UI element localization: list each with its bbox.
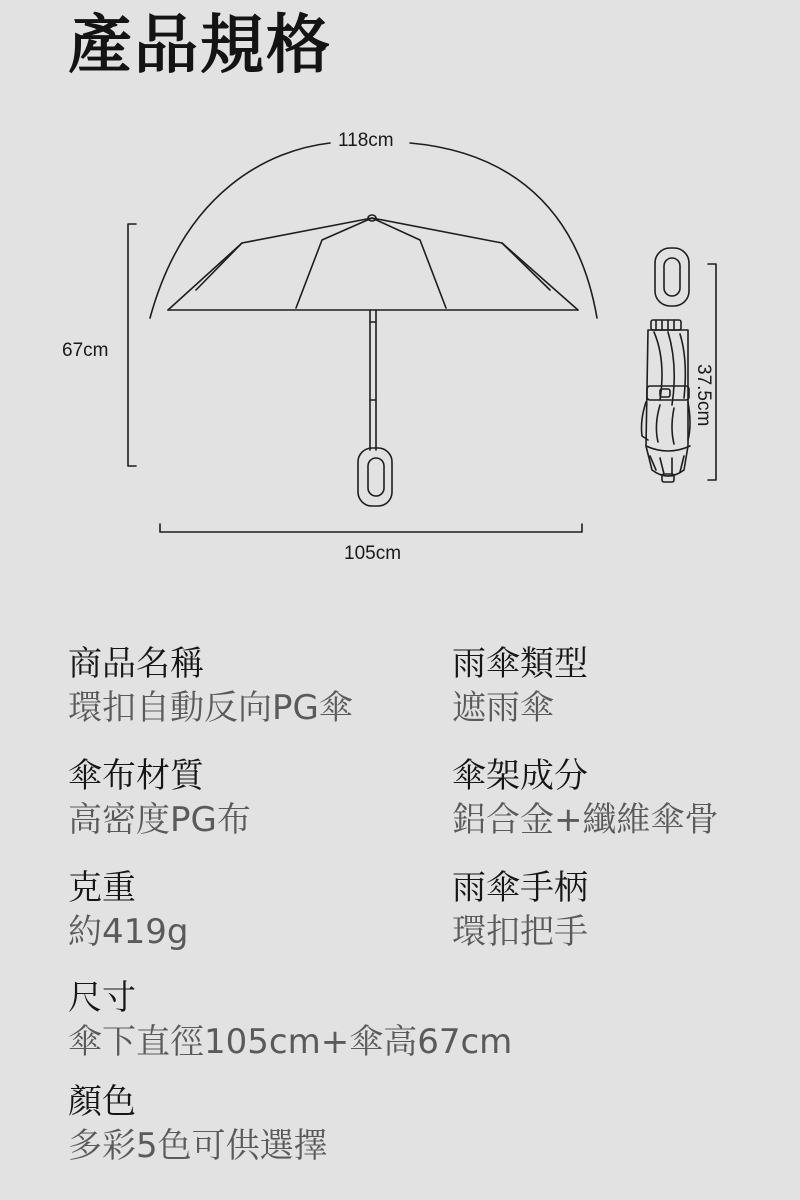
spec-label: 商品名稱	[68, 644, 204, 684]
folded-umbrella	[642, 248, 691, 482]
ring-handle	[358, 448, 392, 506]
canopy-ribs	[168, 218, 578, 310]
diameter-bracket	[160, 524, 582, 532]
spec-frame	[452, 754, 719, 842]
spec-value: 約419g	[68, 912, 189, 952]
spec-label: 尺寸	[68, 978, 136, 1018]
spec-label: 雨傘類型	[452, 644, 588, 684]
spec-value: 遮雨傘	[452, 688, 554, 728]
spec-value: 鋁合金+纖維傘骨	[452, 800, 719, 840]
span-dimension: 118cm	[338, 130, 394, 151]
spec-product-name	[68, 642, 353, 730]
spec-value: 多彩5色可供選擇	[68, 1126, 328, 1166]
page-title: 產品規格	[68, 9, 332, 83]
spec-umbrella-type	[452, 642, 588, 730]
spec-label: 傘架成分	[452, 756, 588, 796]
spec-color	[68, 1080, 328, 1168]
spec-label: 克重	[68, 868, 136, 908]
canopy-inner-rib	[296, 218, 372, 308]
spec-size	[68, 976, 512, 1064]
canopy-inner-rib	[372, 218, 446, 308]
spec-label: 雨傘手柄	[452, 868, 588, 908]
spec-fabric	[68, 754, 251, 842]
spec-value: 傘下直徑105cm+傘高67cm	[68, 1022, 513, 1062]
spec-handle	[452, 866, 588, 954]
spec-weight	[68, 866, 188, 954]
spec-value: 高密度PG布	[68, 800, 251, 840]
canopy-inner-rib	[502, 243, 550, 290]
canopy-inner-rib	[196, 243, 242, 290]
spec-label: 顏色	[68, 1082, 136, 1122]
spec-value: 環扣自動反向PG傘	[68, 688, 353, 728]
height-dimension: 67cm	[62, 340, 109, 361]
height-bracket	[128, 224, 136, 466]
spec-label: 傘布材質	[68, 756, 204, 796]
diameter-dimension: 105cm	[344, 543, 402, 564]
folded-length-dimension: 37.5cm	[693, 364, 714, 427]
spec-value: 環扣把手	[452, 912, 588, 952]
